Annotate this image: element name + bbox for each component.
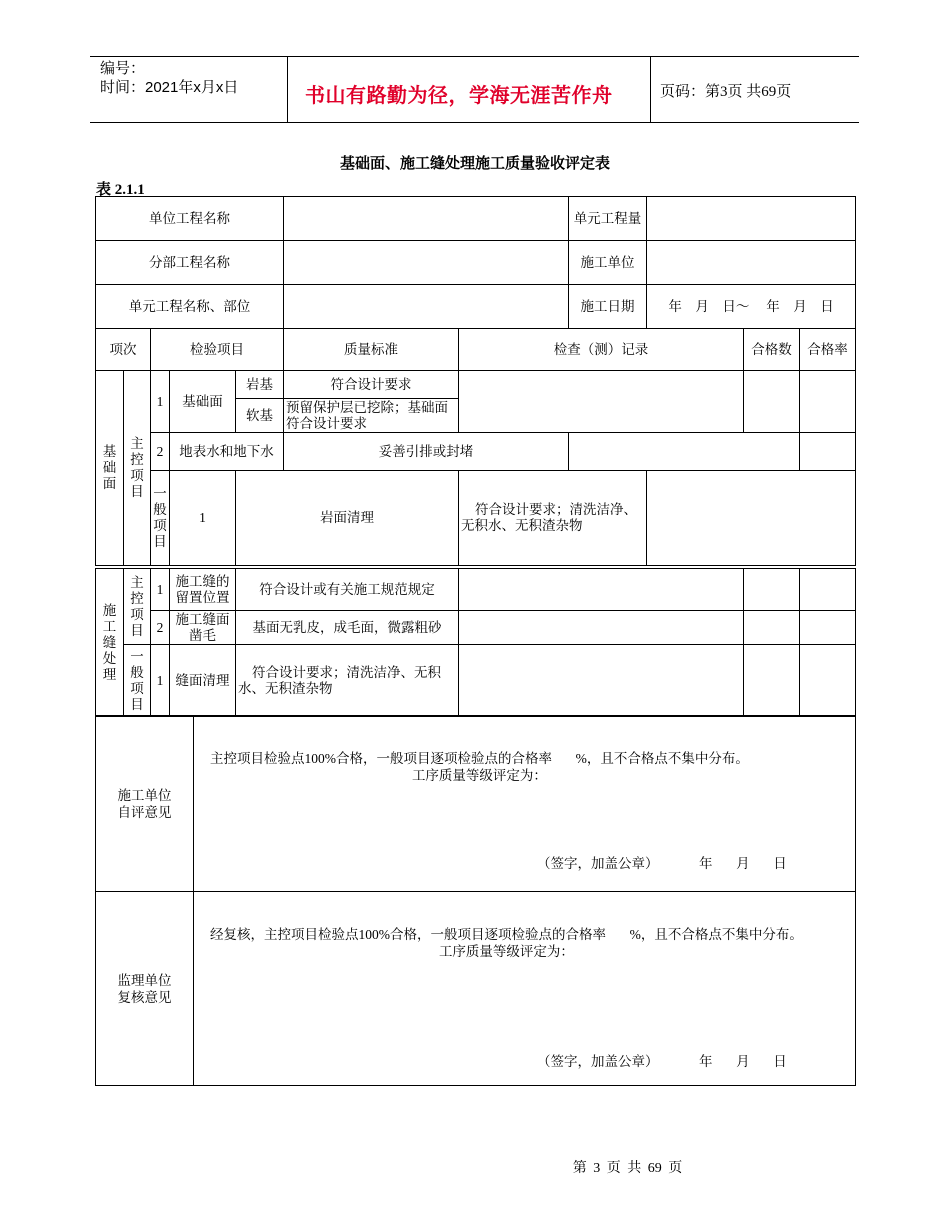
- foundation-item1-rate[interactable]: [800, 371, 856, 433]
- soft-base-standard: 预留保护层已挖除；基础面符合设计要求: [284, 399, 459, 433]
- header-motto: 书山有路勤为径，学海无涯苦作舟: [305, 83, 613, 107]
- foundation-general-label: 一般项目: [151, 471, 170, 566]
- construction-date-label: 施工日期: [569, 285, 647, 329]
- foundation-item2-record[interactable]: [569, 433, 800, 471]
- col-header-qualified-rate: 合格率: [800, 329, 856, 371]
- joint-gen1-rate[interactable]: [800, 645, 856, 717]
- document-code-label: 编号：: [100, 60, 146, 77]
- header-divider-left: [287, 57, 288, 122]
- supervision-review-grade-label: 工序质量等级评定为：: [438, 944, 574, 959]
- joint-item1-rate[interactable]: [800, 569, 856, 611]
- foundation-main-control-label: 主控项目: [124, 371, 151, 566]
- form-title: 基础面、施工缝处理施工质量验收评定表: [339, 156, 610, 172]
- header-divider-right: [650, 57, 651, 122]
- foundation-item1-record[interactable]: [459, 371, 744, 433]
- foundation-item1-name: 基础面: [170, 371, 236, 433]
- unit-project-name-field[interactable]: [284, 197, 569, 241]
- section-foundation: 基础面: [96, 371, 124, 566]
- joint-item2-record[interactable]: [459, 611, 744, 645]
- joint-item1-record[interactable]: [459, 569, 744, 611]
- evaluation-form-table: [95, 196, 856, 566]
- foundation-item2-count[interactable]: [800, 433, 856, 471]
- foundation-gen1-name: 岩面清理: [236, 471, 459, 566]
- table-number: 表 2.1.1: [96, 182, 145, 198]
- unit-element-quantity-label: 单元工程量: [569, 197, 647, 241]
- self-evaluation-label: 施工单位自评意见: [96, 716, 194, 892]
- rock-base-label: 岩基: [236, 371, 284, 399]
- soft-base-label: 软基: [236, 399, 284, 433]
- section-joint-treatment: 施工缝处理: [96, 569, 124, 717]
- opinion-table: [95, 715, 856, 1086]
- joint-item1-name: 施工缝的留置位置: [170, 569, 236, 611]
- foundation-item1-no: 1: [151, 371, 170, 433]
- header-top-rule: [90, 56, 859, 57]
- joint-gen1-standard: 符合设计要求；清洗洁净、无积水、无积渣杂物: [236, 645, 459, 717]
- joint-item2-name: 施工缝面凿毛: [170, 611, 236, 645]
- division-project-name-field[interactable]: [284, 241, 569, 285]
- col-header-inspection-item: 检验项目: [151, 329, 284, 371]
- self-evaluation-grade-label: 工序质量等级评定为：: [411, 768, 547, 783]
- foundation-gen1-no: 1: [170, 471, 236, 566]
- foundation-item1-count[interactable]: [744, 371, 800, 433]
- col-header-inspection-record: 检查（测）记录: [459, 329, 744, 371]
- header-page-code: 页码：第3页 共69页: [660, 84, 792, 100]
- construction-unit-field[interactable]: [647, 241, 856, 285]
- division-project-name-label: 分部工程名称: [96, 241, 284, 285]
- supervision-review-text: 经复核，主控项目检验点100%合格，一般项目逐项检验点的合格率 %，且不合格点不集中分布。: [210, 927, 803, 942]
- element-name-location-label: 单元工程名称、部位: [96, 285, 284, 329]
- joint-item1-no: 1: [151, 569, 170, 611]
- foundation-item2-standard: 妥善引排或封堵: [284, 433, 569, 471]
- foundation-gen1-record[interactable]: [647, 471, 856, 566]
- joint-item2-standard: 基面无乳皮，成毛面，微露粗砂: [236, 611, 459, 645]
- supervision-review-label: 监理单位复核意见: [96, 892, 194, 1086]
- col-header-item-no: 项次: [96, 329, 151, 371]
- joint-item1-standard: 符合设计或有关施工规范规定: [236, 569, 459, 611]
- supervision-review-signature-line: （签字，加盖公章） 年 月 日: [537, 1054, 787, 1069]
- joint-item2-no: 2: [151, 611, 170, 645]
- page-footer: 第 3 页 共 69 页: [572, 1161, 683, 1176]
- joint-item1-count[interactable]: [744, 569, 800, 611]
- element-name-location-field[interactable]: [284, 285, 569, 329]
- supervision-review-field[interactable]: [194, 892, 856, 1086]
- col-header-quality-standard: 质量标准: [284, 329, 459, 371]
- col-header-qualified-count: 合格数: [744, 329, 800, 371]
- self-evaluation-signature-line: （签字，加盖公章） 年 月 日: [537, 856, 787, 871]
- unit-element-quantity-field[interactable]: [647, 197, 856, 241]
- header-bottom-rule: [90, 122, 859, 123]
- joint-item2-rate[interactable]: [800, 611, 856, 645]
- joint-gen1-no: 1: [151, 645, 170, 717]
- document-time-label: 时间：2021年x月x日: [100, 79, 239, 96]
- construction-date-field[interactable]: 年 月 日～ 年 月 日: [647, 285, 856, 329]
- foundation-gen1-standard: 符合设计要求；清洗洁净、无积水、无积渣杂物: [459, 471, 647, 566]
- joint-item2-count[interactable]: [744, 611, 800, 645]
- foundation-item2-no: 2: [151, 433, 170, 471]
- joint-gen1-name: 缝面清理: [170, 645, 236, 717]
- self-evaluation-field[interactable]: [194, 716, 856, 892]
- construction-unit-label: 施工单位: [569, 241, 647, 285]
- rock-base-standard: 符合设计要求: [284, 371, 459, 399]
- self-evaluation-text: 主控项目检验点100%合格，一般项目逐项检验点的合格率 %，且不合格点不集中分布。: [210, 751, 749, 766]
- foundation-item2-name: 地表水和地下水: [170, 433, 284, 471]
- joint-gen1-count[interactable]: [744, 645, 800, 717]
- unit-project-name-label: 单位工程名称: [96, 197, 284, 241]
- joint-gen1-record[interactable]: [459, 645, 744, 717]
- joint-treatment-table: [95, 568, 856, 717]
- joint-general-label: 一般项目: [124, 645, 151, 717]
- joint-main-control-label: 主控项目: [124, 569, 151, 645]
